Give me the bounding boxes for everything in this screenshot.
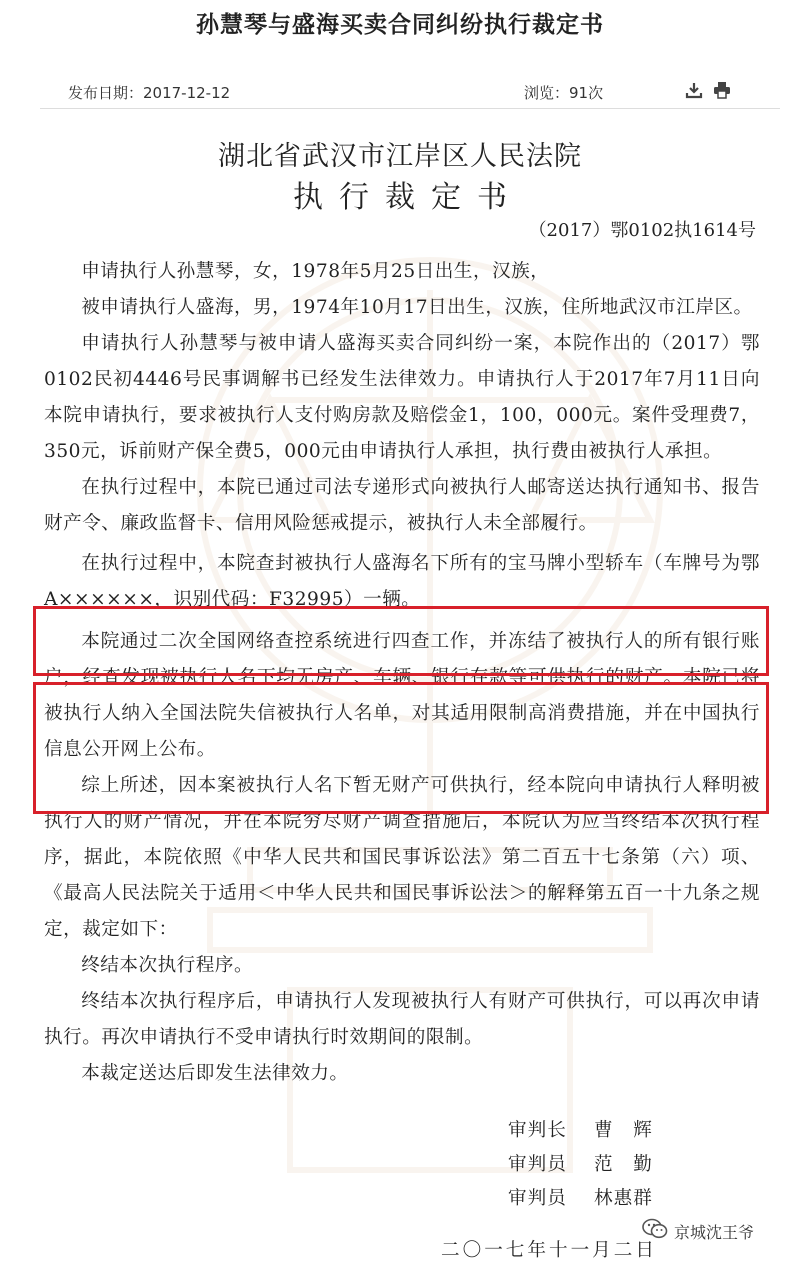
meta-bar bbox=[40, 78, 780, 109]
highlight-box-investigation bbox=[33, 682, 769, 814]
page-title: 孙慧琴与盛海买卖合同纠纷执行裁定书 bbox=[196, 12, 604, 38]
paragraph-ruling: 终结本次执行程序。 bbox=[81, 955, 254, 976]
signature-presiding-judge: 审判长 曹 辉 bbox=[508, 1120, 653, 1141]
court-name: 湖北省武汉市江岸区人民法院 bbox=[218, 141, 582, 172]
paragraph-applicant: 申请执行人孙慧琴，女，1978年5月25日出生，汉族， bbox=[81, 261, 550, 282]
publish-date: 发布日期：2017-12-12 bbox=[68, 84, 231, 102]
paragraph-investigation: 本院通过二次全国网络查控系统进行四查工作，并冻结了被执行人的所有银行账户，经查发现被执行人名下均无房产、车辆、银行存款等可供执行的财产。本院已将被执行人纳入全国法院失信被执行人名单，对其适用限制高消费措施，并在中国执行信息公开网上公布。 bbox=[44, 631, 760, 760]
print-icon[interactable] bbox=[712, 80, 732, 100]
paragraph-effect: 本裁定送达后即发生法律效力。 bbox=[81, 1063, 349, 1084]
paragraph-notice: 在执行过程中，本院已通过司法专递形式向被执行人邮寄送达执行通知书、报告财产令、廉政监督卡、信用风险惩戒提示，被执行人未全部履行。 bbox=[44, 477, 760, 534]
signature-judge-1: 审判员 范 勤 bbox=[508, 1154, 653, 1175]
account-brand[interactable] bbox=[642, 1218, 754, 1244]
paragraph-case: 申请执行人孙慧琴与被申请人盛海买卖合同纠纷一案，本院作出的（2017）鄂0102民初4446号民事调解书已经发生法律效力。申请执行人于2017年7月11日向本院申请执行，要求被执行人支付购房款及赔偿金1，100，000元。案件受理费7，350元，诉前财产保全费5，000元由申请执行人承担，执行费由被执行人承担。 bbox=[44, 333, 760, 462]
view-count: 浏览：91次 bbox=[524, 84, 604, 102]
highlight-box-seizure bbox=[33, 606, 769, 676]
signature-judge-2: 审判员 林惠群 bbox=[508, 1188, 653, 1209]
paragraph-reapply: 终结本次执行程序后，申请执行人发现被执行人有财产可供执行，可以再次申请执行。再次申请执行不受申请执行时效期间的限制。 bbox=[44, 991, 760, 1048]
paragraph-conclusion: 综上所述，因本案被执行人名下暂无财产可供执行，经本院向申请执行人释明被执行人的财产情况，并在本院穷尽财产调查措施后，本院认为应当终结本次执行程序，据此，本院依照《中华人民共和国民事诉讼法》第二百五十七条第（六）项、《最高人民法院关于适用＜中华人民共和国民事诉讼法＞的解释第五百一十九条之规定，裁定如下： bbox=[44, 775, 760, 940]
toolbar bbox=[684, 80, 732, 100]
download-icon[interactable] bbox=[684, 80, 704, 100]
paragraph-seizure: 在执行过程中，本院查封被执行人盛海名下所有的宝马牌小型轿车（车牌号为鄂A××××××，识别代码：F32995）一辆。 bbox=[44, 553, 760, 610]
document-date: 二〇一七年十一月二日 bbox=[441, 1240, 657, 1261]
paragraph-respondent: 被申请执行人盛海，男，1974年10月17日出生，汉族，住所地武汉市江岸区。 bbox=[81, 297, 753, 318]
document-type: 执行裁定书 bbox=[293, 180, 523, 215]
account-name: 京城沈王爷 bbox=[674, 1222, 755, 1242]
case-number: （2017）鄂0102执1614号 bbox=[528, 220, 756, 241]
